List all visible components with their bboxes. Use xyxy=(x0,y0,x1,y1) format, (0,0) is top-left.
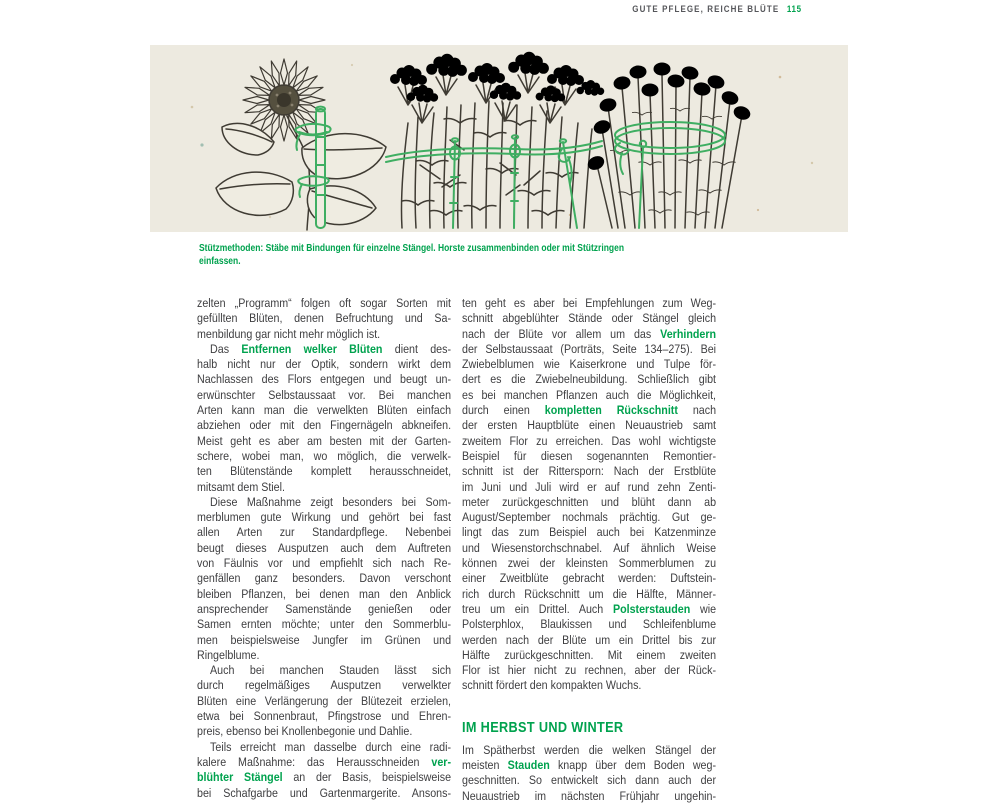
text-line: Meist geht es aber am besten mit der Garten- xyxy=(197,433,452,448)
text-line: abziehen oder mit den Fingernägeln abkneifen. xyxy=(197,418,452,433)
text-line: Samen ernten möchte; unter den Sommerblu- xyxy=(197,617,452,632)
text-line: geschnitten. So entwickelt sich dann auch der xyxy=(462,773,717,788)
text-line: rich durch Rückschnitt um die Hälfte, Männer- xyxy=(462,586,717,601)
text-line: lingt das zum Beispiel auch bei Katzenminze xyxy=(462,525,717,540)
text-line: durch einen kompletten Rückschnitt nach xyxy=(462,403,717,418)
text-line: kalere Maßnahme: das Herausschneiden ver- xyxy=(197,754,452,769)
plant-support-drawing xyxy=(150,45,848,232)
text-line: men beispielsweise Jungfer im Grünen und xyxy=(197,632,452,647)
text-line: schnitt fördert den kompakten Wuchs. xyxy=(462,678,642,693)
text-line: preis, ebenso bei Knollenbegonie und Dahlie. xyxy=(197,724,413,739)
text-line: Hälfte zurückgeschnitten. Mit einem zweiten xyxy=(462,647,717,662)
illustration-caption xyxy=(199,242,743,268)
text-line: zelten „Programm“ folgen oft sogar Sorten mit xyxy=(197,296,452,310)
text-line: Ringelblume. xyxy=(197,647,260,662)
text-line: bei Schafgarbe und Gartenmargerite. Ansons- xyxy=(197,785,452,800)
tied-clump-drawing xyxy=(386,52,604,228)
text-column-right xyxy=(462,296,716,804)
text-line: zweitem Flor zu erreichen. Das wohl wichtigste xyxy=(462,433,717,448)
text-line: halb nicht nur der Optik, sondern wirkt dem xyxy=(197,357,452,372)
text-line: ansprechender Samenstände genießen oder xyxy=(197,601,452,616)
text-line: Teils erreicht man dasselbe durch eine radi- xyxy=(210,739,452,754)
text-line: schnitt abgeblühter Stände oder Stängel gleich xyxy=(462,311,717,326)
text-line: es bei manchen Pflanzen auch die Möglichkeit, xyxy=(462,387,717,402)
text-line: Beispiel für diesen sogenannten Remontier- xyxy=(462,448,717,463)
text-line: August/September nochmals prächtig. Gut ge- xyxy=(462,510,717,525)
text-line: Flor ist hier nicht zu rechnen, aber der Rück- xyxy=(462,663,717,678)
text-line: der Selbstaussaat (Porträts, Seite 134–275). Bei xyxy=(462,341,717,356)
text-line: gefüllten Blüten, denen Befruchtung und Sa- xyxy=(197,311,452,326)
text-line: genfällen ganz besonders. Davon verschont xyxy=(197,571,452,586)
text-line: beugt dieses Ausputzen auch dem Auftreten xyxy=(197,540,452,555)
text-line: allen Arten zur Standardpflege. Nebenbei xyxy=(197,525,452,540)
text-line: Arten kann man die verwelkten Blüten einfach xyxy=(197,403,452,418)
page-header xyxy=(633,4,802,15)
text-line: Blüten eine Verlängerung der Blütezeit erzielen, xyxy=(197,693,452,708)
text-line: etwa bei Sonnenbraut, Pfingstrose und Ehren- xyxy=(197,709,452,724)
running-title: GUTE PFLEGE, REICHE BLÜTE xyxy=(632,4,780,15)
text-line: schere, wobei man, wo möglich, die verwelk- xyxy=(197,448,452,463)
ring-clump-drawing xyxy=(586,63,753,229)
text-line: erwünschter Selbstaussaat vor. Bei manchen xyxy=(197,387,452,402)
text-line: blühter Stängel an der Basis, beispielsweise xyxy=(197,770,452,785)
text-column-left xyxy=(197,296,451,801)
caption-line: einfassen. xyxy=(199,256,241,267)
text-line: einer Zweitblüte gebracht werden: Duftstein- xyxy=(462,571,717,586)
caption-line: Stützmethoden: Stäbe mit Bindungen für einzelne Stängel. Horste zusammenbinden oder mit Stützringen xyxy=(199,243,625,254)
sunflower-stake-drawing xyxy=(216,59,386,230)
text-line: merblumen gute Wirkung und gehört bei fast xyxy=(197,510,452,525)
text-line: im Juni und Juli wird er auf rund zehn Zenti- xyxy=(462,479,717,494)
text-line: von Fäulnis vor und empfiehlt sich nach Re- xyxy=(197,556,452,571)
text-line: Polsterphlox, Blaukissen und Schleifenblume xyxy=(462,617,717,632)
text-line: ten geht es aber bei Empfehlungen zum Weg- xyxy=(462,296,717,310)
text-line: Diese Maßnahme zeigt besonders bei Som- xyxy=(210,494,452,509)
text-line: werden nach der Blüte um ein Drittel bis zur xyxy=(462,632,717,647)
text-line: Zwiebelblumen wie Kaiserkrone und Tulpe för- xyxy=(462,357,717,372)
text-line: ten Blütenstände komplett herausschneidet, xyxy=(197,464,452,479)
text-line: nach der Blüte vor allem um das Verhindern xyxy=(462,326,717,341)
text-line: meisten Stauden knapp über dem Boden weg- xyxy=(462,758,717,773)
text-line: Im Spätherbst werden die welken Stängel der xyxy=(462,742,717,757)
page-number: 115 xyxy=(787,4,802,15)
text-line: der ersten Hauptblüte einen Neuaustrieb samt xyxy=(462,418,717,433)
section-heading: IM HERBST UND WINTER xyxy=(462,719,624,736)
text-line: und Wiesenstorchschnabel. Auf ähnlich Weise xyxy=(462,540,717,555)
text-line: durch regelmäßiges Ausputzen verwelkter xyxy=(197,678,452,693)
text-line: können zwei der kleinsten Sommerblumen zu xyxy=(462,556,717,571)
text-line: dert es die Zwiebelneubildung. Schließlich gibt xyxy=(462,372,717,387)
text-line: Das Entfernen welker Blüten dient des- xyxy=(210,341,452,356)
text-line: Neuaustrieb im nächsten Frühjahr ungehin- xyxy=(462,788,717,803)
text-line: treu um ein Drittel. Auch Polsterstauden wie xyxy=(462,601,717,616)
support-methods-illustration xyxy=(150,45,848,232)
text-line: Nachlassen des Flors entgegen und beugt un- xyxy=(197,372,452,387)
text-line: schnitt ist der Rittersporn: Nach der Erstblüte xyxy=(462,464,717,479)
text-line: bleiben Pflanzen, bei denen man den Anblick xyxy=(197,586,452,601)
text-line: Auch bei manchen Stauden lässt sich xyxy=(210,663,452,678)
text-line: mitsamt dem Stiel. xyxy=(197,479,285,494)
text-line: menbildung gar nicht mehr möglich ist. xyxy=(197,326,381,341)
text-line: meter zurückgeschnitten und blüht dann ab xyxy=(462,494,717,509)
